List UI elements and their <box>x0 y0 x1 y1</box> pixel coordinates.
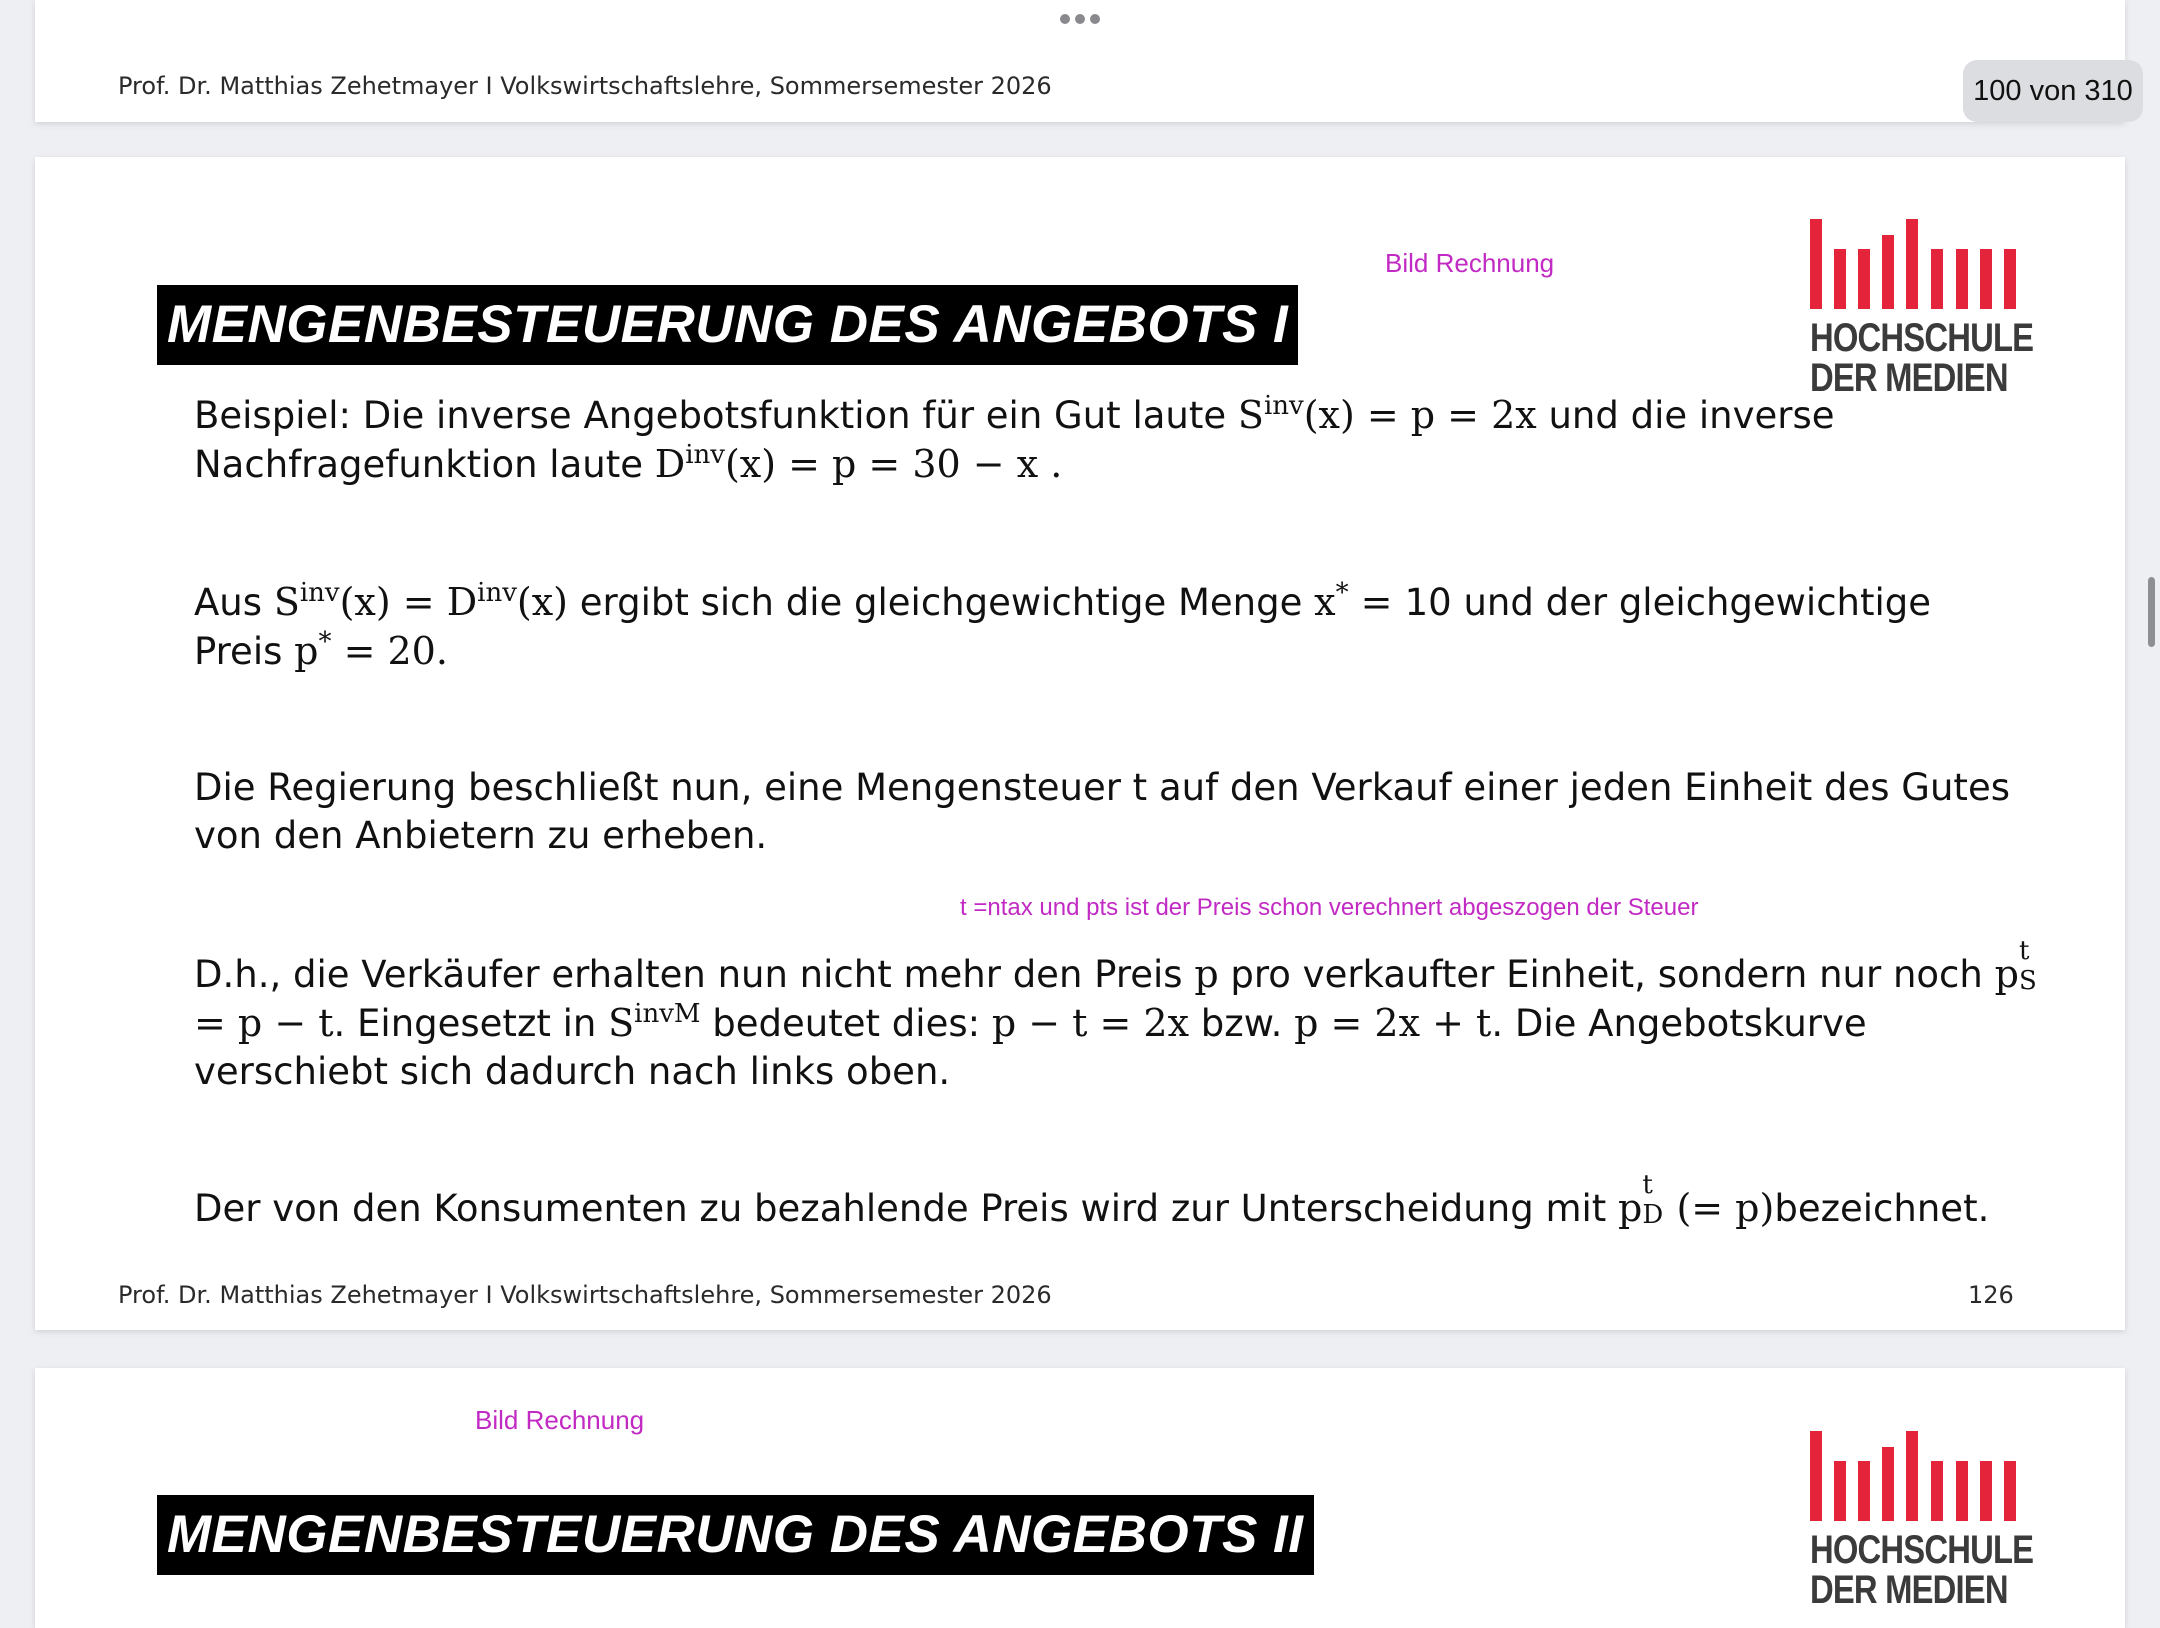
formula-consumer-price: p t D (= p) <box>1618 1170 1775 1230</box>
slide-title: MENGENBESTEUERUNG DES ANGEBOTS I <box>157 285 1298 365</box>
formula-price: p* = 20. <box>294 627 448 673</box>
logo-text-line2: DER MEDIEN <box>1810 356 2008 400</box>
formula-seller-price: p t S <box>1994 936 2037 996</box>
slide-footer: Prof. Dr. Matthias Zehetmayer I Volkswirtschaftslehre, Sommersemester 2026 <box>118 1281 1052 1309</box>
annotation-tax-note: t =ntax und pts ist der Preis schon verechnert abgeszogen der Steuer <box>960 894 1699 921</box>
paragraph-seller-price: D.h., die Verkäufer erhalten nun nicht mehr den Preis p pro verkaufter Einheit, sondern nur noch p t S = p − t. Eingesetzt in $S^{invM}$ bedeutet dies: p − t = 2x bzw. p = 2x + t. Die Angebotskurve verschiebt sich dadurch nach links oben. <box>194 950 2041 1096</box>
logo-text-line1: HOCHSCHULE <box>1810 1528 2034 1572</box>
paragraph-tax: Die Regierung beschließt nun, eine Mengensteuer t auf den Verkauf einer jeden Einheit des Gutes von den Anbietern zu erheben. <box>194 766 2010 857</box>
paragraph-consumer-price: Der von den Konsumenten zu bezahlende Preis wird zur Unterscheidung mit p t D (= p)bezeichnet. <box>194 1170 1990 1230</box>
logo-bars <box>1810 1429 2016 1521</box>
formula-shift-2: p = 2x + t <box>1294 1001 1492 1045</box>
logo-bars <box>1810 217 2016 309</box>
previous-slide-footer: Prof. Dr. Matthias Zehetmayer I Volkswirtschaftslehre, Sommersemester 2026 <box>118 72 1052 100</box>
formula-supply: $S^{inv}(x) = p = 2x$ <box>1237 391 1537 437</box>
formula-quantity: x* = <box>1314 578 1405 624</box>
logo-text-line1: HOCHSCHULE <box>1810 316 2034 360</box>
next-slide <box>35 1368 2125 1628</box>
hdm-logo-next <box>1810 1429 2034 1612</box>
annotation-bild-rechnung-next: Bild Rechnung <box>475 1405 645 1435</box>
formula-equilibrium: $S^{inv}(x) = D^{inv}(x)$ <box>273 578 568 624</box>
current-slide <box>35 157 2125 1330</box>
paragraph-equilibrium: Aus $S^{inv}(x) = D^{inv}(x)$ ergibt sich die gleichgewichtige Menge x* = 10 und der gleichgewichtige Preis p* = 20. <box>194 578 1932 673</box>
next-slide-title: MENGENBESTEUERUNG DES ANGEBOTS II <box>157 1495 1314 1575</box>
hdm-logo <box>1810 217 2034 400</box>
formula-shift-1: p − t = 2x <box>991 1001 1190 1045</box>
paragraph-example: Beispiel: Die inverse Angebotsfunktion für ein Gut laute $S^{inv}(x) = p = 2x$ und die inverse Nachfragefunktion laute $D^{inv}(x) = p = 30 - x$ . <box>194 391 1835 486</box>
formula-demand: $D^{inv}(x) = p = 30 - x$ . <box>654 440 1063 486</box>
annotation-bild-rechnung: Bild Rechnung <box>1385 248 1555 278</box>
page-counter: 100 von 310 <box>1963 60 2143 122</box>
slide-page-number: 126 <box>1968 1281 2014 1309</box>
scrollbar-thumb[interactable] <box>2148 577 2155 647</box>
logo-text-line2: DER MEDIEN <box>1810 1568 2008 1612</box>
ellipsis-icon[interactable] <box>1055 12 1105 26</box>
